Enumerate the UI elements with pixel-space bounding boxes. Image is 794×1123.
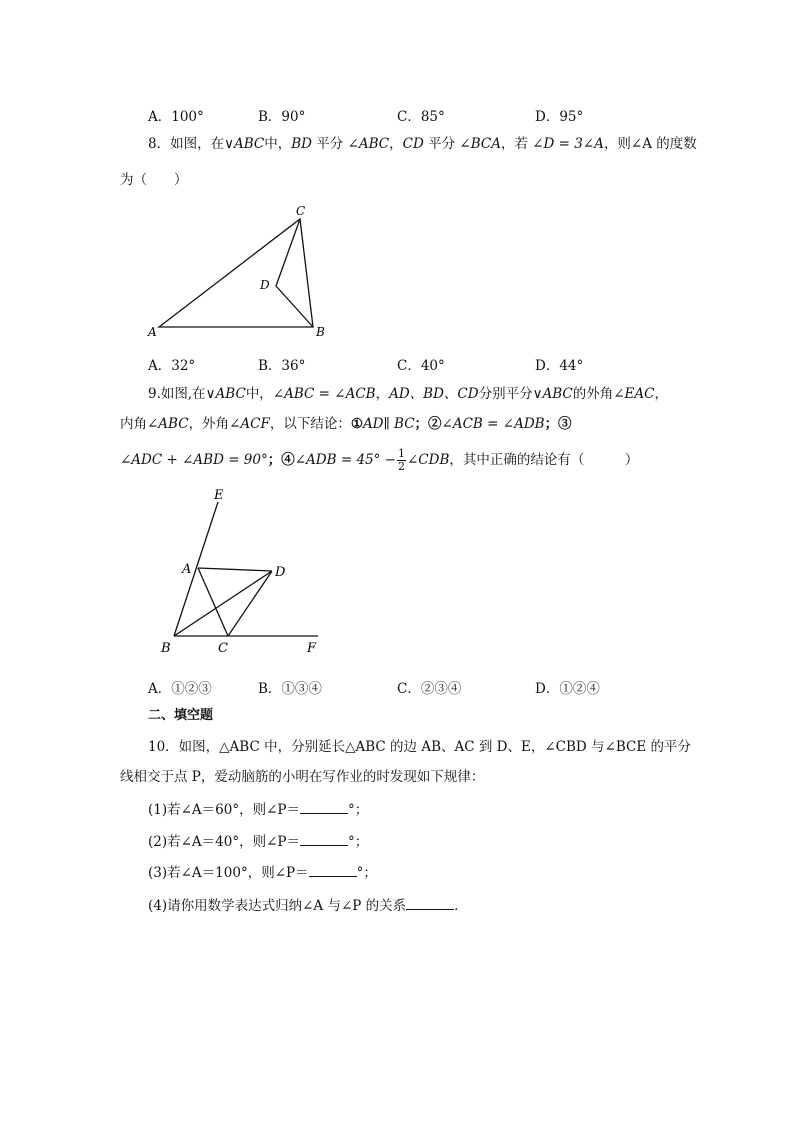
q9-text: ，其中正确的结论有（ ） — [449, 452, 639, 468]
q9-fraction-numerator: 1 — [397, 447, 405, 460]
q8-triangle: ∨ABC — [224, 136, 265, 152]
q9-question-line1 — [148, 384, 668, 404]
q9-option-b: B．①③④ — [258, 681, 322, 697]
q8-cd: CD — [402, 136, 424, 152]
q8-label-d: D — [260, 278, 270, 292]
q9-conclusion-3-mark: ；③ — [544, 416, 572, 432]
q9-text: 中， — [245, 386, 273, 402]
q9-label-e: E — [214, 488, 224, 503]
q9-question-line3 — [120, 448, 638, 473]
q9-figure — [155, 485, 335, 660]
q8-lines-cd-db — [276, 219, 313, 327]
q8-option-a: A．32° — [148, 358, 196, 374]
q9-conclusion-2-mark: ；② — [414, 416, 442, 432]
q9-conclusion-4-post: ∠CDB — [406, 452, 450, 468]
q9-text: ， — [375, 386, 390, 402]
q9-angle-acf: ∠ACF — [229, 416, 270, 432]
q10-sub2-blank[interactable] — [300, 831, 348, 846]
q9-text: ，外角 — [188, 416, 230, 432]
q10-sub3 — [148, 862, 377, 883]
q8-option-b: B．36° — [258, 358, 306, 374]
q10-sub1-text: (1)若∠A＝60°，则∠P＝ — [148, 802, 301, 818]
q10-sub3-blank[interactable] — [309, 862, 357, 877]
q10-sub1-blank[interactable] — [300, 799, 348, 814]
q9-label-b: B — [161, 641, 171, 656]
q8-label-b: B — [316, 325, 325, 339]
q8-angle-abc: ∠ABC — [347, 136, 390, 152]
q8-condition: ∠D = 3∠A — [532, 136, 604, 152]
q9-text: ， — [654, 386, 668, 402]
q8-question-line2: 为（ ） — [120, 172, 188, 188]
q9-text: ，以下结论： — [269, 416, 351, 432]
q10-sub4-end: ． — [454, 898, 468, 914]
q7-option-c: C．85° — [397, 109, 445, 125]
q9-segment-cd — [228, 571, 272, 636]
q8-option-c: C．40° — [397, 358, 445, 374]
q9-option-d: D．①②④ — [535, 681, 600, 697]
q9-segment-ac — [198, 568, 228, 636]
q8-text: 中， — [264, 136, 292, 152]
q8-text: 平分 — [311, 136, 348, 152]
q9-option-c: C．②③④ — [397, 681, 462, 697]
q9-text: 9.如图,在 — [148, 386, 206, 402]
q9-label-a: A — [182, 562, 192, 577]
q7-option-d: D．95° — [535, 109, 584, 125]
q10-sub2 — [148, 831, 368, 852]
q9-conclusion-1: AD∥ BC — [362, 416, 415, 432]
q8-angle-bca: ∠BCA — [459, 136, 501, 152]
q9-fraction-denominator: 2 — [397, 460, 405, 473]
q9-angle-eac: ∠EAC — [613, 386, 655, 402]
q10-sub4-blank[interactable] — [406, 895, 454, 910]
q7-option-b: B．90° — [258, 109, 306, 125]
q8-text: ，若 — [500, 136, 533, 152]
q10-sub4 — [148, 895, 468, 916]
q9-question-line2 — [120, 414, 572, 434]
q10-question-line1: 10．如图，△ABC 中，分别延长△ABC 的边 AB、AC 到 D、E，∠CBD 与∠BCE 的平分 — [148, 739, 691, 755]
q9-label-f: F — [307, 641, 317, 656]
q9-segment-ad — [198, 568, 272, 571]
q9-bisectors: AD、BD、CD — [389, 386, 479, 402]
q9-triangle: ∨ABC — [205, 386, 246, 402]
q9-text: 内角 — [120, 416, 147, 432]
q9-conclusion-3: ∠ADC + ∠ABD = 90° — [120, 452, 268, 468]
q9-text: 分别平分 — [478, 386, 533, 402]
q9-label-c: C — [218, 641, 228, 656]
q9-label-d: D — [275, 565, 286, 580]
q8-text: 平分 — [423, 136, 460, 152]
section-title-fill-in: 二、填空题 — [148, 708, 214, 723]
q10-question-line2: 线相交于点 P，爱动脑筋的小明在写作业的时发现如下规律： — [120, 769, 485, 785]
q9-equal-angles: ∠ABC = ∠ACB — [272, 386, 376, 402]
q9-fraction — [397, 448, 406, 473]
q9-conclusion-1-mark: ① — [350, 416, 363, 432]
q8-triangle-figure — [140, 200, 340, 345]
q8-question-line1 — [148, 134, 697, 154]
q10-sub2-end: °； — [348, 834, 369, 850]
q10-sub3-text: (3)若∠A＝100°，则∠P＝ — [148, 865, 309, 881]
q9-triangle-2: ∨ABC — [532, 386, 573, 402]
q9-conclusion-4-pre: ∠ADB = 45° − — [294, 452, 396, 468]
q8-bd: BD — [291, 136, 312, 152]
q8-option-d: D．44° — [535, 358, 584, 374]
q10-sub3-end: °； — [356, 865, 377, 881]
q10-sub2-text: (2)若∠A＝40°，则∠P＝ — [148, 834, 301, 850]
q9-conclusion-2: ∠ACB = ∠ADB — [441, 416, 545, 432]
q8-label-c: C — [296, 204, 306, 218]
q10-sub4-text: (4)请你用数学表达式归纳∠A 与∠P 的关系 — [148, 898, 407, 914]
q9-option-a: A．①②③ — [148, 681, 212, 697]
q8-label-a: A — [148, 325, 157, 339]
q9-conclusion-4-mark: ；④ — [267, 452, 295, 468]
q8-text: ， — [389, 136, 403, 152]
q8-text: 8．如图，在 — [148, 136, 225, 152]
q8-text: ，则∠A 的度数 — [603, 136, 697, 152]
q9-text: 的外角 — [572, 386, 614, 402]
q9-angle-abc: ∠ABC — [147, 416, 189, 432]
q8-triangle-abc — [159, 219, 313, 327]
q7-option-a: A．100° — [148, 109, 204, 125]
q10-sub1 — [148, 799, 368, 820]
q10-sub1-end: °； — [348, 802, 369, 818]
